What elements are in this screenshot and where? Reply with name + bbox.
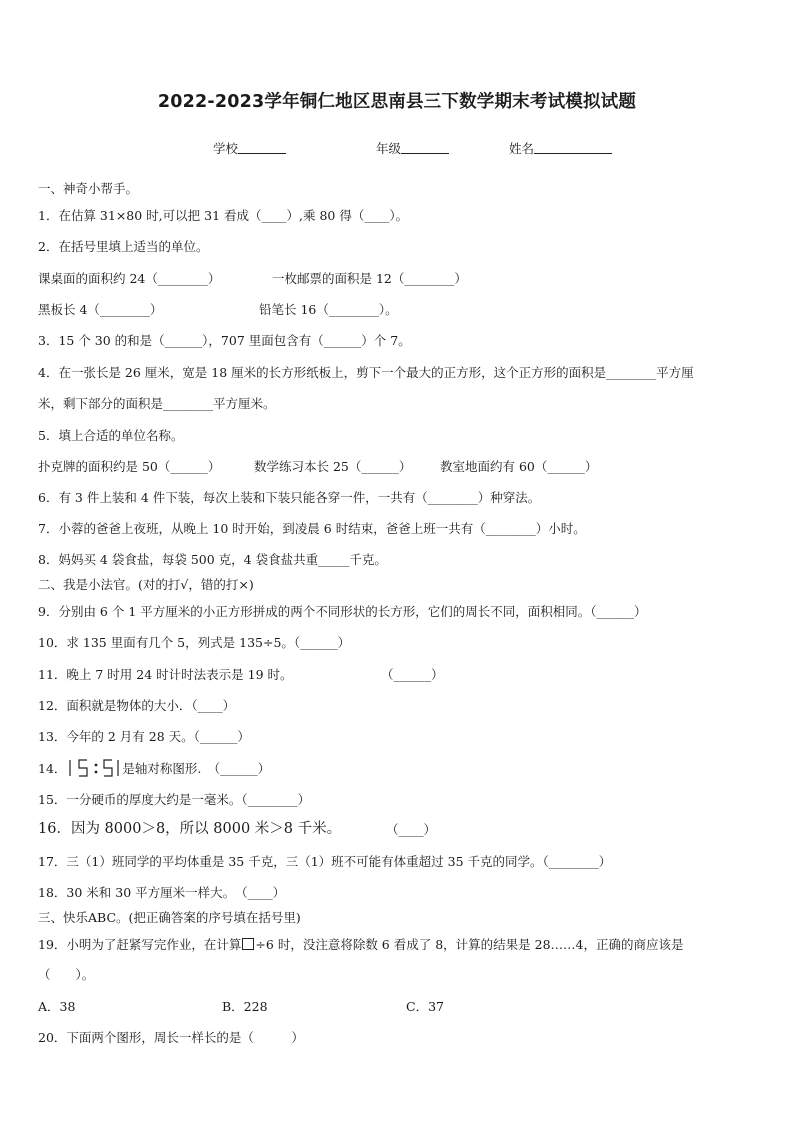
question-13: 13．今年的 2 月有 28 天。（______） xyxy=(38,729,250,744)
question-2d: 铅笔长 16（________）。 xyxy=(259,302,398,317)
question-2a: 课桌面的面积约 24（________） xyxy=(38,271,221,286)
name-label: 姓名 xyxy=(509,141,535,156)
blank-box-icon xyxy=(242,938,254,950)
question-2: 2．在括号里填上适当的单位。 xyxy=(38,239,209,254)
question-5: 5．填上合适的单位名称。 xyxy=(38,428,184,443)
question-11-answer: （______） xyxy=(381,667,444,682)
name-field xyxy=(509,141,612,157)
question-12: 12．面积就是物体的大小．（____） xyxy=(38,698,236,713)
question-3: 3．15 个 30 的和是（______），707 里面包含有（______）个 7。 xyxy=(38,333,411,348)
question-14-number: 14． xyxy=(38,761,67,776)
question-6: 6．有 3 件上装和 4 件下装，每次上装和下装只能各穿一件，一共有（________）种穿法。 xyxy=(38,490,541,505)
page-title: 2022-2023学年铜仁地区思南县三下数学期末考试模拟试题 xyxy=(157,92,637,112)
question-4-line1: 4．在一张长是 26 厘米，宽是 18 厘米的长方形纸板上，剪下一个最大的正方形，这个正方形的面积是________平方厘 xyxy=(38,365,694,380)
question-1: 1．在估算 31×80 时,可以把 31 看成（____）,乘 80 得（____）。 xyxy=(38,208,409,223)
question-8: 8．妈妈买 4 袋食盐，每袋 500 克，4 袋食盐共重_____千克。 xyxy=(38,552,387,567)
school-field xyxy=(213,141,286,157)
digital-15-5-icon xyxy=(66,759,122,781)
question-17: 17．三（1）班同学的平均体重是 35 千克，三（1）班不可能有体重超过 35 千克的同学。（________） xyxy=(38,854,612,869)
school-label: 学校 xyxy=(213,141,239,156)
question-5b: 数学练习本长 25（______） xyxy=(254,459,412,474)
section-1-heading: 一、神奇小帮手。 xyxy=(38,181,139,196)
question-15: 15．一分硬币的厚度大约是一毫米。（________） xyxy=(38,792,311,807)
option-b[interactable]: B．228 xyxy=(222,999,268,1014)
question-20: 20．下面两个图形，周长一样长的是（ ） xyxy=(38,1030,304,1045)
option-c[interactable]: C．37 xyxy=(406,999,444,1014)
section-3-heading: 三、快乐ABC。(把正确答案的序号填在括号里) xyxy=(38,910,301,925)
question-11: 11．晚上 7 时用 24 时计时法表示是 19 时。 xyxy=(38,667,293,682)
question-5a: 扑克牌的面积约是 50（______） xyxy=(38,459,221,474)
school-blank[interactable] xyxy=(238,141,286,154)
question-16-answer: （____） xyxy=(386,822,437,837)
grade-blank[interactable] xyxy=(401,141,449,154)
question-19-part2: ÷6 时，没注意将除数 6 看成了 8，计算的结果是 28……4，正确的商应该是 xyxy=(255,937,684,952)
question-2b: 一枚邮票的面积是 12（________） xyxy=(272,271,467,286)
question-5c: 教室地面约有 60（______） xyxy=(440,459,598,474)
question-14-text: 是轴对称图形. （______） xyxy=(122,761,271,776)
question-10: 10．求 135 里面有几个 5，列式是 135÷5。（______） xyxy=(38,635,351,650)
question-19-part1: 19．小明为了赶紧写完作业，在计算 xyxy=(38,937,242,952)
grade-label: 年级 xyxy=(376,141,402,156)
question-19-line1 xyxy=(38,937,683,953)
section-2-heading: 二、我是小法官。(对的打√，错的打×) xyxy=(38,577,254,592)
question-19-line2: （ ）。 xyxy=(38,967,95,982)
question-9: 9．分别由 6 个 1 平方厘米的小正方形拼成的两个不同形状的长方形，它们的周长不同，面积相同。（______） xyxy=(38,604,647,619)
option-a[interactable]: A．38 xyxy=(38,999,76,1014)
question-18: 18．30 米和 30 平方厘米一样大。 （____） xyxy=(38,885,286,900)
grade-field xyxy=(376,141,449,157)
name-blank[interactable] xyxy=(534,141,612,154)
question-16: 16．因为 8000＞8，所以 8000 米＞8 千米。 xyxy=(38,821,342,837)
question-2c: 黑板长 4（________） xyxy=(38,302,163,317)
question-4-line2: 米，剩下部分的面积是________平方厘米。 xyxy=(38,396,276,411)
question-7: 7．小蓉的爸爸上夜班，从晚上 10 时开始，到凌晨 6 时结束，爸爸上班一共有（________）小时。 xyxy=(38,521,586,536)
question-14 xyxy=(38,759,270,781)
